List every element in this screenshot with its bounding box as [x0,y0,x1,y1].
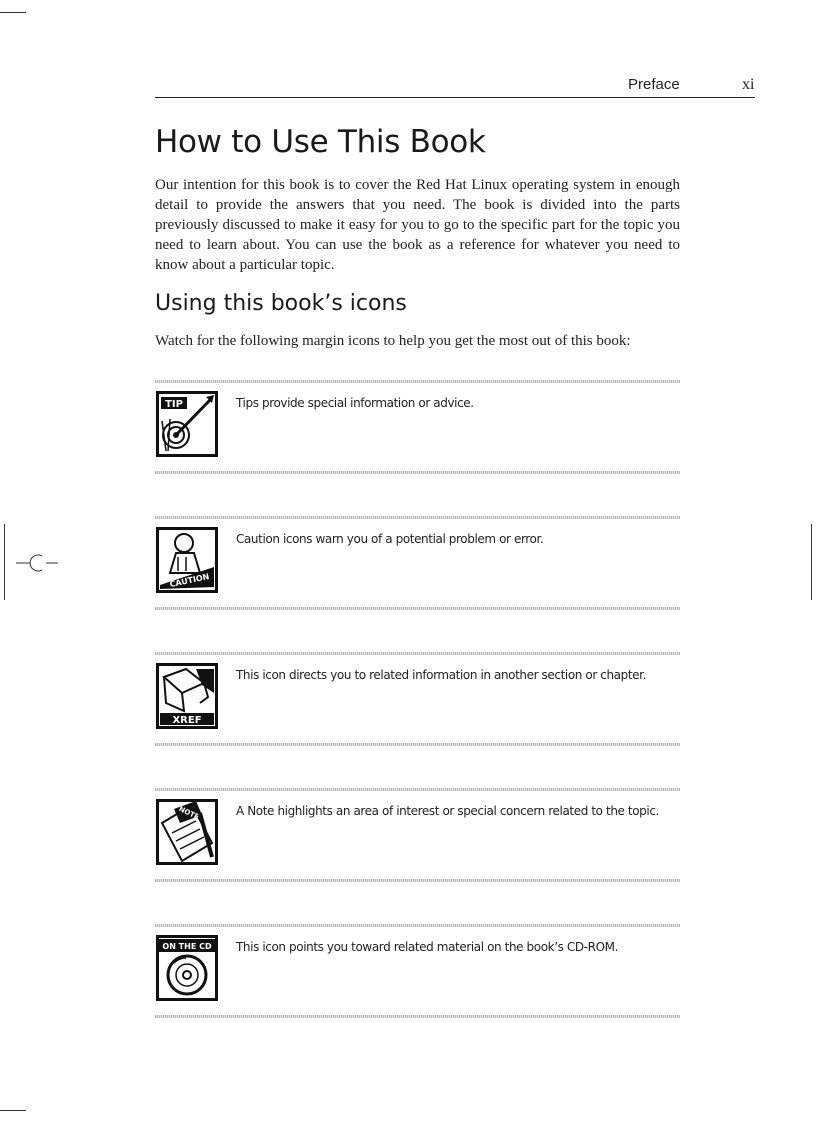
callout-rule-bottom [155,1015,680,1018]
callout-rule-top [155,924,680,927]
running-head-section: Preface [628,76,680,93]
section-heading-icons: Using this book’s icons [155,291,407,316]
page-title: How to Use This Book [155,124,486,160]
callout-rule-bottom [155,471,680,474]
callout-text: This icon directs you to related information in another section or chapter. [236,668,646,682]
callout-note [155,788,680,882]
crop-mark-right-edge [811,524,812,600]
xref-icon [156,663,218,729]
callout-text: A Note highlights an area of interest or special concern related to the topic. [236,804,659,818]
callout-on-the-cd [155,924,680,1018]
callout-text: Caution icons warn you of a potential problem or error. [236,532,544,546]
note-icon-label: NOTE [177,805,201,822]
callout-rule-bottom [155,879,680,882]
tip-icon [156,391,218,457]
callout-xref [155,652,680,746]
callout-rule-top [155,788,680,791]
on-the-cd-icon [156,935,218,1001]
registration-mark [16,553,58,573]
callout-caution [155,516,680,610]
callout-rule-top [155,380,680,383]
icons-intro-paragraph: Watch for the following margin icons to help you get the most out of this book: [155,333,631,349]
callout-tip [155,380,680,474]
page-number: xi [742,76,755,93]
caution-icon [156,527,218,593]
crop-mark-left-edge [4,524,5,600]
crop-mark-bottom-left [0,1110,26,1111]
crop-mark-top-left [0,12,26,13]
tip-icon-label: TIP [165,399,183,410]
callout-rule-bottom [155,743,680,746]
note-icon [156,799,218,865]
callout-rule-top [155,652,680,655]
on-the-cd-icon-label: ON THE CD [162,942,212,951]
callout-rule-bottom [155,607,680,610]
callout-text: Tips provide special information or advice. [236,396,474,410]
caution-icon-label: CAUTION [168,571,211,590]
callout-rule-top [155,516,680,519]
callout-text: This icon points you toward related material on the book’s CD-ROM. [236,940,618,954]
xref-icon-label: XREF [172,715,202,726]
intro-paragraph: Our intention for this book is to cover the Red Hat Linux operating system in enough detail to provide the answers that you need. The book is divided into the parts previously discussed to make it easy for you to go to the specific part for the topic you need to learn about. You can use the book as a reference for whatever you need to know about a particular topic. [155,177,680,273]
running-head [155,76,755,98]
